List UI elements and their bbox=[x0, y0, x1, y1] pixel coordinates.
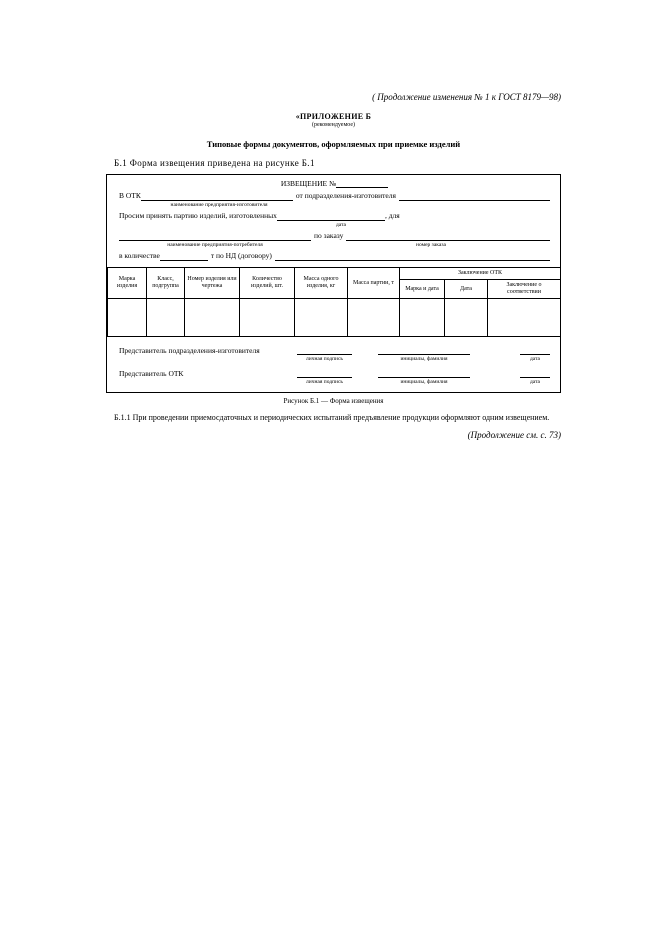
manufacture-date-blank bbox=[277, 212, 385, 221]
signatures-area bbox=[107, 337, 560, 392]
table-cell-empty bbox=[240, 299, 295, 337]
col-header-unit-mass: Масса одного изделия, кг bbox=[295, 268, 348, 299]
line3-mid: по заказу bbox=[314, 231, 344, 240]
form-title-label: ИЗВЕЩЕНИЕ № bbox=[280, 179, 337, 188]
caption-row-3 bbox=[119, 242, 550, 248]
quantity-blank bbox=[160, 252, 208, 261]
col-header-number: Номер изделия или чертежа bbox=[185, 268, 240, 299]
paragraph-b11: Б.1.1 При проведении приемосдаточных и периодических испытаний предъявление продукции оформляют одним извещением. bbox=[114, 413, 550, 422]
sig1-date-caption: дата bbox=[529, 356, 540, 362]
notice-number-blank bbox=[336, 179, 388, 188]
line4-mid: т по НД (договору) bbox=[210, 251, 272, 260]
header-continuation-note: ( Продолжение изменения № 1 к ГОСТ 8179—98) bbox=[372, 92, 561, 102]
continuation-note: (Продолжение см. с. 73) bbox=[467, 430, 561, 440]
line2-text: Просим принять партию изделий, изготовленных bbox=[119, 211, 277, 220]
subcol-header-date: Дата bbox=[445, 280, 488, 299]
col-header-mark: Марка изделия bbox=[108, 268, 147, 299]
caption-row-1 bbox=[119, 202, 550, 208]
subdivision-blank bbox=[399, 192, 550, 201]
sig2-name-caption: инициалы, фамилия bbox=[400, 379, 448, 385]
table-empty-row bbox=[108, 299, 561, 337]
sig1-signature-blank bbox=[297, 347, 352, 355]
form-line-4 bbox=[119, 251, 550, 261]
table-cell-empty bbox=[295, 299, 348, 337]
caption-spacer bbox=[470, 379, 520, 385]
nd-contract-blank bbox=[275, 252, 550, 261]
table-cell-empty bbox=[108, 299, 147, 337]
table-cell-empty bbox=[400, 299, 445, 337]
signature-row-manufacturer bbox=[119, 346, 550, 355]
caption-spacer bbox=[119, 356, 297, 362]
order-caption: номер заказа bbox=[416, 242, 446, 248]
form-line-1 bbox=[119, 191, 550, 201]
caption-spacer bbox=[119, 379, 297, 385]
sig1-label: Представитель подразделения-изготовителя bbox=[119, 346, 260, 355]
consumer-caption: наименование предприятия-потребителя bbox=[167, 242, 263, 248]
caption-spacer bbox=[119, 222, 287, 228]
sig2-name-blank bbox=[378, 370, 470, 378]
caption-spacer bbox=[119, 202, 143, 208]
col-header-batch-mass: Масса партии, т bbox=[348, 268, 400, 299]
sig2-date-blank bbox=[520, 370, 550, 378]
signature-row-otk bbox=[119, 369, 550, 378]
table-cell-empty bbox=[488, 299, 561, 337]
appendix-subheading: (рекомендуемое) bbox=[312, 122, 355, 128]
caption-spacer bbox=[311, 242, 351, 248]
sig1-name-caption: инициалы, фамилия bbox=[400, 356, 448, 362]
appendix-heading: «ПРИЛОЖЕНИЕ Б bbox=[295, 112, 372, 121]
sig1-date-blank bbox=[520, 347, 550, 355]
line1-mid: от подразделения-изготовителя bbox=[295, 191, 396, 200]
sig1-name-blank bbox=[378, 347, 470, 355]
form-line-3 bbox=[119, 231, 550, 241]
sig2-label: Представитель ОТК bbox=[119, 369, 184, 378]
subcol-header-conclusion: Заключение о соответствии bbox=[488, 280, 561, 299]
col-header-quantity: Количество изделий, шт. bbox=[240, 268, 295, 299]
figure-caption: Рисунок Б.1 — Форма извещения bbox=[283, 397, 384, 405]
notice-form-text-area bbox=[107, 175, 560, 261]
order-number-blank bbox=[346, 232, 550, 241]
sig2-date-caption: дата bbox=[529, 379, 540, 385]
table-cell-empty bbox=[348, 299, 400, 337]
manufacturer-name-blank bbox=[141, 192, 293, 201]
table-cell-empty bbox=[147, 299, 185, 337]
line1-prefix: В ОТК bbox=[119, 191, 141, 200]
consumer-name-blank bbox=[119, 232, 311, 241]
line2-suffix: , для bbox=[384, 211, 400, 220]
line4-prefix: в количестве bbox=[119, 251, 160, 260]
caption-spacer bbox=[352, 379, 378, 385]
sig2-signature-blank bbox=[297, 370, 352, 378]
table-cell-empty bbox=[445, 299, 488, 337]
signature-captions-2 bbox=[119, 379, 550, 385]
caption-spacer bbox=[352, 356, 378, 362]
form-line-2 bbox=[119, 211, 550, 221]
caption-spacer bbox=[470, 356, 520, 362]
notice-table bbox=[107, 267, 561, 337]
sig2-signature-caption: личная подпись bbox=[306, 379, 343, 385]
table-cell-empty bbox=[185, 299, 240, 337]
date-caption: дата bbox=[335, 222, 346, 228]
col-header-class: Класс, подгруппа bbox=[147, 268, 185, 299]
section-title: Типовые формы документов, оформляемых при приемке изделий bbox=[206, 139, 461, 149]
sig1-signature-caption: личная подпись bbox=[306, 356, 343, 362]
form-title-row bbox=[119, 179, 550, 188]
subcol-header-mark-date: Марка и дата bbox=[400, 280, 445, 299]
notice-form bbox=[106, 174, 561, 393]
manufacturer-caption: наименование предприятия-изготовителя bbox=[170, 202, 268, 208]
col-group-header-otk: Заключение ОТК bbox=[400, 268, 561, 280]
document-page bbox=[0, 0, 661, 440]
signature-captions-1 bbox=[119, 356, 550, 362]
caption-row-2 bbox=[119, 222, 550, 228]
intro-text: Б.1 Форма извещения приведена на рисунке Б.1 bbox=[114, 158, 315, 168]
